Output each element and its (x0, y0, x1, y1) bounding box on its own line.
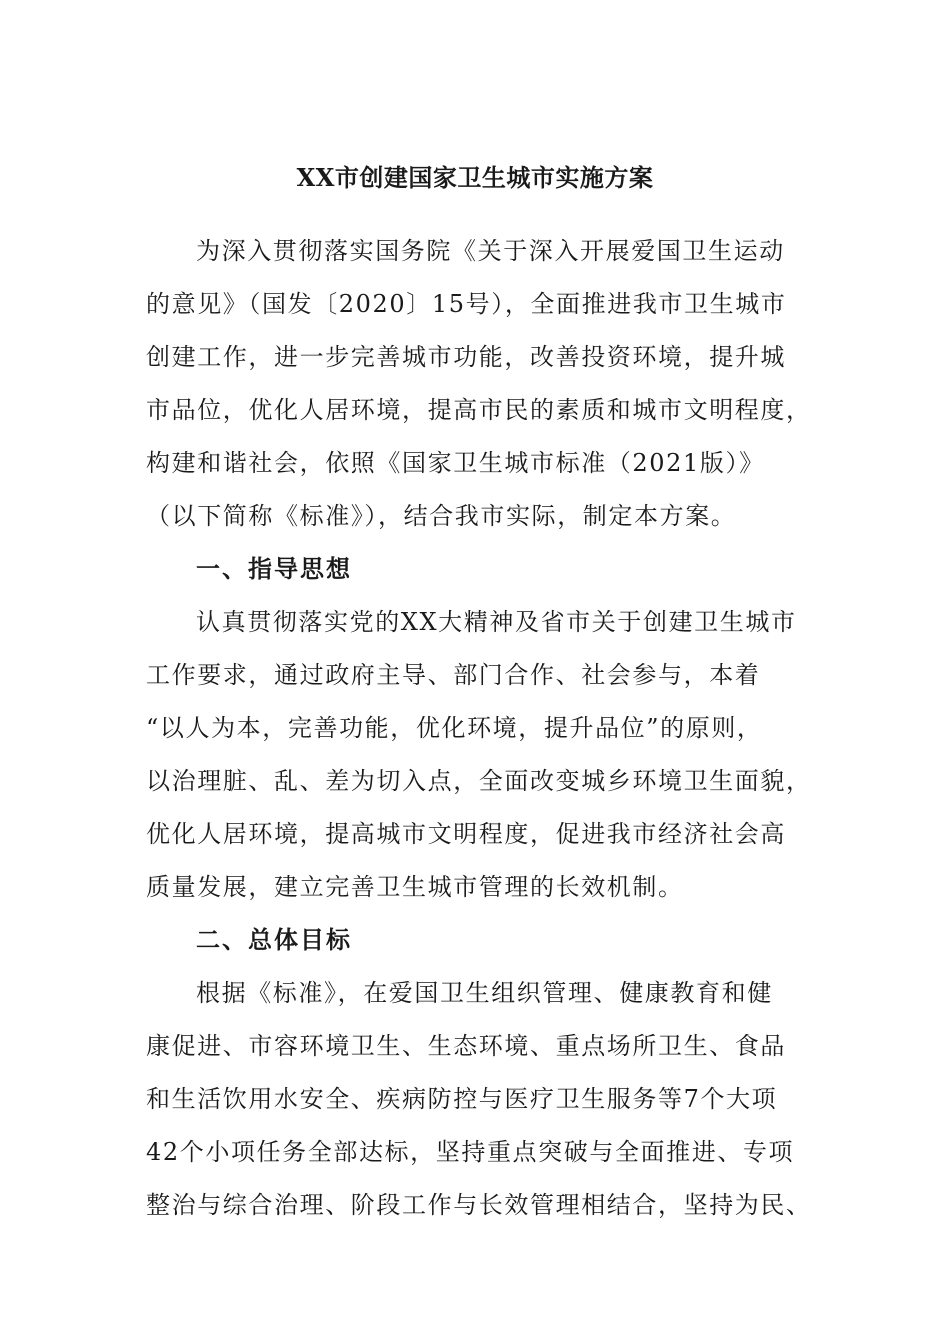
paragraph-intro-line-2: 的意见》（国发〔2020〕15号），全面推进我市卫生城市 (146, 290, 787, 318)
paragraph-ideology-line-4: 以治理脏、乱、差为切入点，全面改变城乡环境卫生面貌， (146, 767, 812, 795)
paragraph-ideology-line-2: 工作要求，通过政府主导、部门合作、社会参与，本着 (146, 661, 761, 689)
section-heading-overall-goals: 二、总体目标 (196, 925, 352, 954)
paragraph-goals-line-3: 和生活饮用水安全、疾病防控与医疗卫生服务等7个大项 (146, 1085, 778, 1113)
paragraph-ideology-line-1: 认真贯彻落实党的XX大精神及省市关于创建卫生城市 (196, 608, 797, 636)
paragraph-goals-line-5: 整治与综合治理、阶段工作与长效管理相结合，坚持为民、 (146, 1191, 812, 1219)
paragraph-goals-line-4: 42个小项任务全部达标，坚持重点突破与全面推进、专项 (146, 1138, 795, 1166)
paragraph-goals-line-1: 根据《标准》，在爱国卫生组织管理、健康教育和健 (196, 979, 773, 1007)
paragraph-goals-line-2: 康促进、市容环境卫生、生态环境、重点场所卫生、食品 (146, 1032, 786, 1060)
paragraph-intro-line-4: 市品位，优化人居环境，提高市民的素质和城市文明程度， (146, 396, 812, 424)
paragraph-ideology-line-3: “以人为本，完善功能，优化环境，提升品位”的原则， (146, 714, 763, 742)
section-heading-guiding-ideology: 一、指导思想 (196, 554, 352, 583)
paragraph-intro-line-6: （以下简称《标准》），结合我市实际，制定本方案。 (146, 502, 737, 530)
paragraph-intro-line-3: 创建工作，进一步完善城市功能，改善投资环境，提升城 (146, 343, 786, 371)
paragraph-intro-line-5: 构建和谐社会，依照《国家卫生城市标准（2021版）》 (146, 449, 765, 477)
document-body (146, 229, 812, 1236)
paragraph-ideology-line-5: 优化人居环境，提高城市文明程度，促进我市经济社会高 (146, 820, 786, 848)
document-title: XX市创建国家卫生城市实施方案 (296, 163, 654, 192)
paragraph-ideology-line-6: 质量发展，建立完善卫生城市管理的长效机制。 (146, 873, 684, 901)
paragraph-intro-line-1: 为深入贯彻落实国务院《关于深入开展爱国卫生运动 (196, 237, 785, 265)
